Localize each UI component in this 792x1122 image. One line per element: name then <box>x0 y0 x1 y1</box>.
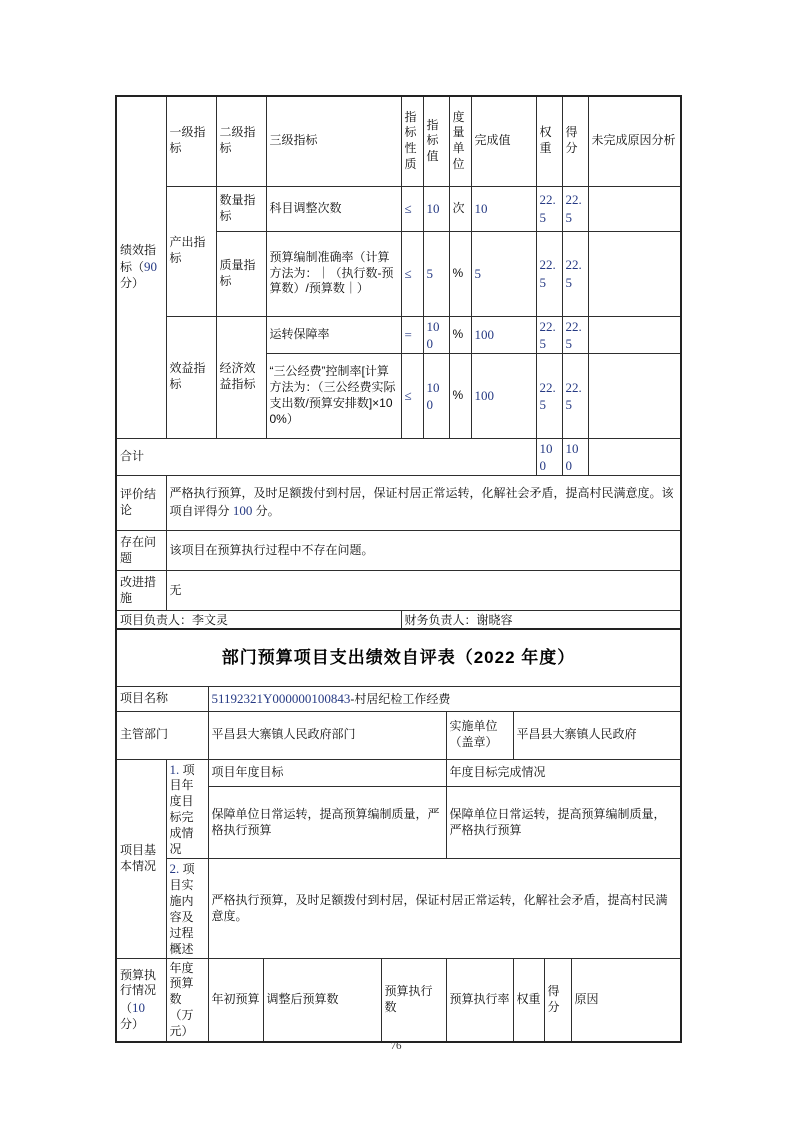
nature-cell: ≤ <box>401 186 423 231</box>
group-score-number: 90 <box>144 259 158 275</box>
implementing-unit-value: 平昌县大寨镇人民政府 <box>513 711 681 759</box>
measures-text: 无 <box>166 571 681 611</box>
budget-execution-label-cell <box>116 959 166 1042</box>
conclusion-score-number: 100 <box>232 503 253 519</box>
score-cell: 22.5 <box>562 186 588 231</box>
basic-info-label: 项目基本情况 <box>116 759 166 959</box>
conclusion-text-after: 分。 <box>252 504 280 519</box>
done-cell: 100 <box>471 316 536 353</box>
header-uncompleted-reason: 未完成原因分析 <box>588 96 681 186</box>
project-lead: 项目负责人：李文灵 <box>116 611 401 633</box>
goal-header-row <box>116 759 681 787</box>
score-cell: 22.5 <box>562 316 588 353</box>
score-cell: 22.5 <box>562 231 588 316</box>
annual-budget-label: 年度预算数（万元） <box>166 959 208 1042</box>
problems-row <box>116 531 681 571</box>
unit-cell: 次 <box>449 186 471 231</box>
reason-cell <box>588 316 681 353</box>
group-label-prefix: 绩效指标（ <box>120 242 157 275</box>
total-score: 100 <box>562 438 588 475</box>
implementation-row <box>116 859 681 959</box>
project-name-value <box>208 686 681 711</box>
form-title: 部门预算项目支出绩效自评表（2022 年度） <box>116 629 681 686</box>
nature-cell: = <box>401 316 423 353</box>
done-cell: 10 <box>471 186 536 231</box>
project-name-row <box>116 686 681 711</box>
level2-quantity-indicator: 数量指标 <box>216 186 266 231</box>
done-cell: 5 <box>471 231 536 316</box>
nature-cell: ≤ <box>401 231 423 316</box>
unit-cell: % <box>449 231 471 316</box>
self-evaluation-table <box>115 628 682 1043</box>
total-label: 合计 <box>116 438 536 475</box>
header-completion-value: 完成值 <box>471 96 536 186</box>
header-row <box>116 96 681 186</box>
annual-goal-text: 保障单位日常运转，提高预算编制质量，严格执行预算 <box>208 787 446 859</box>
implementing-unit-label: 实施单位（盖章） <box>446 711 513 759</box>
section2-label-cell <box>166 859 208 959</box>
indicator-row-operation <box>116 316 681 353</box>
execution-rate-header: 预算执行率 <box>446 959 513 1042</box>
measures-label: 改进措施 <box>116 571 166 611</box>
indicator-group-cell <box>116 96 166 438</box>
budget-weight-header: 权重 <box>513 959 544 1042</box>
project-code: 51192321Y000000100843 <box>211 690 351 706</box>
total-weight: 100 <box>536 438 562 475</box>
header-level3: 三级指标 <box>266 96 401 186</box>
target-cell: 5 <box>423 231 449 316</box>
header-nature: 指标性质 <box>401 96 423 186</box>
header-unit: 度量单位 <box>449 96 471 186</box>
weight-cell: 22.5 <box>536 316 562 353</box>
finance-lead: 财务负责人：谢晓容 <box>401 611 681 633</box>
target-cell: 100 <box>423 353 449 438</box>
budget-header-row <box>116 959 681 1042</box>
reason-cell <box>588 353 681 438</box>
reason-cell <box>588 186 681 231</box>
level1-output-indicator: 产出指标 <box>166 186 216 316</box>
level2-economic-indicator: 经济效益指标 <box>216 316 266 438</box>
page-number: 76 <box>390 1040 402 1052</box>
weight-cell: 22.5 <box>536 186 562 231</box>
problems-text: 该项目在预算执行过程中不存在问题。 <box>166 531 681 571</box>
indicator-row-quantity <box>116 186 681 231</box>
conclusion-text-cell <box>166 476 681 531</box>
budget-label-prefix: 预算执行情况（ <box>120 967 157 1016</box>
unit-cell: % <box>449 353 471 438</box>
section2-number: 2. <box>169 861 180 877</box>
reason-cell <box>588 231 681 316</box>
level3-cell: 科目调整次数 <box>266 186 401 231</box>
target-cell: 10 <box>423 186 449 231</box>
budget-label-number: 10 <box>132 1000 146 1016</box>
implementation-text: 严格执行预算，及时足额拨付到村居，保证村居正常运转，化解社会矛盾，提高村民满意度。 <box>208 859 681 959</box>
header-level1: 一级指标 <box>166 96 216 186</box>
performance-indicator-table <box>115 95 682 634</box>
section1-number: 1. <box>169 761 180 777</box>
goal-completion-text: 保障单位日常运转，提高预算编制质量，严格执行预算 <box>446 787 681 859</box>
adjusted-budget-header: 调整后预算数 <box>263 959 381 1042</box>
header-score: 得分 <box>562 96 588 186</box>
group-label-suffix: 分） <box>120 276 145 291</box>
level3-cell: “三公经费”控制率[计算方法为：（三公经费实际支出数/预算安排数]×100%） <box>266 353 401 438</box>
header-weight: 权重 <box>536 96 562 186</box>
goal-completion-header: 年度目标完成情况 <box>446 759 681 787</box>
initial-budget-header: 年初预算 <box>208 959 263 1042</box>
conclusion-row <box>116 476 681 531</box>
weight-cell: 22.5 <box>536 231 562 316</box>
budget-reason-header: 原因 <box>571 959 681 1042</box>
project-name-text: -村居纪检工作经费 <box>350 691 451 706</box>
budget-label-suffix: 分） <box>120 1017 145 1032</box>
section1-label: 项目年度目标完成情况 <box>169 762 195 856</box>
level1-benefit-indicator: 效益指标 <box>166 316 216 438</box>
budget-score-header: 得分 <box>544 959 571 1042</box>
section2-label: 项目实施内容及过程概述 <box>169 862 195 956</box>
unit-cell: % <box>449 316 471 353</box>
department-label: 主管部门 <box>116 711 208 759</box>
level3-cell: 预算编制准确率（计算方法为：｜（执行数-预算数）/预算数｜） <box>266 231 401 316</box>
level3-cell: 运转保障率 <box>266 316 401 353</box>
level2-quality-indicator: 质量指标 <box>216 231 266 316</box>
total-row <box>116 438 681 475</box>
executed-budget-header: 预算执行数 <box>381 959 446 1042</box>
department-value: 平昌县大寨镇人民政府部门 <box>208 711 446 759</box>
annual-goal-header: 项目年度目标 <box>208 759 446 787</box>
done-cell: 100 <box>471 353 536 438</box>
score-cell: 22.5 <box>562 353 588 438</box>
header-target-value: 指标值 <box>423 96 449 186</box>
nature-cell: ≤ <box>401 353 423 438</box>
conclusion-text-before: 严格执行预算，及时足额拨付到村居，保证村居正常运转，化解社会矛盾，提高村民满意度。该项自评得分 <box>169 486 674 519</box>
problems-label: 存在问题 <box>116 531 166 571</box>
weight-cell: 22.5 <box>536 353 562 438</box>
form-title-row <box>116 629 681 686</box>
measures-row <box>116 571 681 611</box>
conclusion-label: 评价结论 <box>116 476 166 531</box>
target-cell: 100 <box>423 316 449 353</box>
department-row <box>116 711 681 759</box>
header-level2: 二级指标 <box>216 96 266 186</box>
section1-label-cell <box>166 759 208 859</box>
reason-cell <box>588 438 681 475</box>
project-name-label: 项目名称 <box>116 686 208 711</box>
